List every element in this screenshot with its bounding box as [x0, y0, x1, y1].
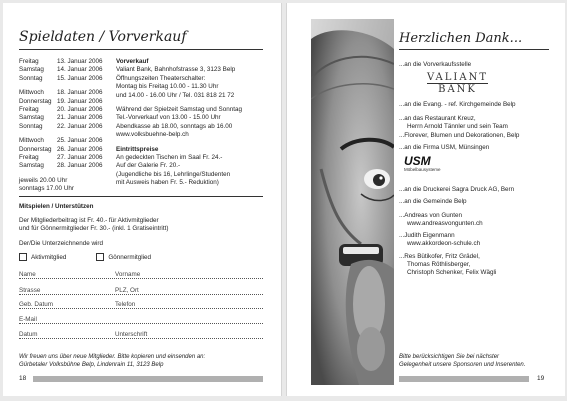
- thanks-line: ...an das Restaurant Kreuz,: [399, 115, 476, 122]
- vorverkauf-line: Öffnungszeiten Theaterschalter:: [116, 74, 206, 82]
- page-title-spieldaten: Spieldaten / Vorverkauf: [19, 29, 187, 45]
- page-title-dank: Herzlichen Dank...: [399, 31, 523, 46]
- eintritt-line: mit Ausweis haben Fr. 5.- Reduktion): [116, 179, 219, 187]
- thanks-line: ...an die Gemeinde Belp: [399, 198, 467, 205]
- thanks-line: Christoph Schenker, Felix Wägli: [407, 269, 497, 276]
- schedule-day: Samstag: [19, 66, 44, 74]
- right-page: [286, 3, 565, 396]
- form-field-label: E-Mail: [19, 316, 37, 323]
- left-page: [3, 3, 282, 396]
- page-number-left: 18: [19, 375, 27, 382]
- schedule-date: 19. Januar 2006: [57, 97, 103, 105]
- thanks-line: ...an die Vorverkaufsstelle: [399, 61, 472, 68]
- thanks-line: ...Res Bütikofer, Fritz Grädel,: [399, 253, 480, 260]
- form-field-line[interactable]: [19, 278, 263, 279]
- form-field-label: Datum: [19, 331, 38, 338]
- eintritt-heading: Eintrittspreise: [116, 145, 159, 153]
- form-field-row[interactable]: [19, 316, 263, 325]
- vorverkauf-line: Montag bis Freitag 10.00 - 11.30 Uhr: [116, 83, 219, 91]
- website-link[interactable]: www.volksbuehne-belp.ch: [116, 131, 189, 139]
- schedule-day: Samstag: [19, 162, 44, 170]
- schedule-date: 13. Januar 2006: [57, 58, 103, 65]
- thanks-line: ...an die Druckerei Sagra Druck AG, Bern: [399, 186, 515, 193]
- title-rule: [399, 49, 549, 50]
- ticket-info: [116, 58, 266, 188]
- goennermitglied-label: Gönnermitglied: [108, 253, 152, 261]
- schedule-row: [19, 154, 117, 162]
- thanks-line: ...Andreas von Gunten: [399, 212, 463, 219]
- schedule-date: 25. Januar 2006: [57, 137, 103, 145]
- schedule-row: [19, 123, 117, 131]
- schedule-row: [19, 106, 117, 114]
- aktivmitglied-checkbox[interactable]: [19, 253, 27, 261]
- usm-logo: USM: [404, 154, 431, 168]
- form-field-label: Vorname: [115, 271, 141, 278]
- spielzeit-line: Abendkasse ab 18.00, sonntags ab 16.00: [116, 122, 233, 130]
- schedule-date: 27. Januar 2006: [57, 154, 103, 162]
- schedule-row: [19, 98, 117, 106]
- photo-illustration: [311, 19, 394, 385]
- schedule-row: [19, 137, 117, 145]
- thanks-line: ...an die Firma USM, Münsingen: [399, 144, 490, 151]
- goennermitglied-checkbox[interactable]: [96, 253, 104, 261]
- schedule-day: Sonntag: [19, 74, 43, 82]
- actor-photo: [311, 19, 394, 385]
- thanks-line: ...Judith Eigenmann: [399, 232, 455, 239]
- vorverkauf-heading: Vorverkauf: [116, 58, 149, 65]
- schedule-day: Sonntag: [19, 122, 43, 130]
- form-field-label: Strasse: [19, 287, 41, 294]
- form-field-line[interactable]: [19, 323, 263, 324]
- spielzeit-line: Während der Spielzeit Samstag und Sonntag: [116, 106, 243, 114]
- form-field-row[interactable]: [19, 287, 263, 296]
- schedule-day: Donnerstag: [19, 97, 52, 105]
- schedule-day: Mittwoch: [19, 137, 44, 145]
- form-field-label: Unterschrift: [115, 331, 148, 338]
- page-number-right: 19: [537, 375, 545, 382]
- undersigned-label: Der/Die Unterzeichnende wird: [19, 240, 103, 247]
- schedule-date: 22. Januar 2006: [57, 122, 103, 130]
- schedule-date: 21. Januar 2006: [57, 114, 103, 122]
- valiant-bank-logo: VALIANT BANK: [427, 72, 488, 95]
- schedule-day: Freitag: [19, 106, 39, 114]
- schedule-date: 28. Januar 2006: [57, 162, 103, 170]
- website-link[interactable]: www.akkordeon-schule.ch: [407, 240, 481, 247]
- schedule-date: 14. Januar 2006: [57, 66, 103, 74]
- thanks-line: ...Florever, Blumen und Dekorationen, Belp: [399, 132, 520, 139]
- show-time: sonntags 17.00 Uhr: [19, 185, 74, 193]
- form-field-line[interactable]: [19, 294, 263, 295]
- form-field-label: PLZ, Ort: [115, 287, 139, 294]
- spielzeit-line: Tel.-Vorverkauf von 13.00 - 15.00 Uhr: [116, 114, 221, 122]
- membership-text: Der Mitgliederbeitrag ist Fr. 40.- für Aktivmitglieder und für Gönnermitglieder Fr. 30.- (inkl. 1 Gratiseintritt): [19, 217, 169, 233]
- mitspielen-heading: Mitspielen / Unterstützen: [19, 203, 94, 210]
- form-field-label: Name: [19, 271, 36, 278]
- vorverkauf-line: Valiant Bank, Bahnhofstrasse 3, 3123 Belp: [116, 66, 236, 74]
- schedule-day: Freitag: [19, 58, 39, 65]
- title-rule: [19, 49, 263, 50]
- schedule-row: [19, 146, 117, 154]
- schedule-day: Samstag: [19, 114, 44, 122]
- eintritt-line: (Jugendliche bis 16, Lehrlinge/Studenten: [116, 170, 231, 178]
- website-link[interactable]: www.andreasvongunten.ch: [407, 220, 483, 227]
- schedule-date: 18. Januar 2006: [57, 89, 103, 97]
- schedule-date: 26. Januar 2006: [57, 145, 103, 153]
- form-field-line[interactable]: [19, 338, 263, 339]
- schedule-date: 20. Januar 2006: [57, 106, 103, 114]
- vorverkauf-line: und 14.00 - 16.00 Uhr / Tel. 031 818 21 72: [116, 91, 235, 99]
- form-field-row[interactable]: [19, 301, 263, 310]
- schedule-row: [19, 89, 117, 97]
- form-field-row[interactable]: [19, 331, 263, 340]
- schedule-day: Mittwoch: [19, 89, 44, 97]
- form-field-label: Telefon: [115, 301, 136, 308]
- footer-bar-left: [33, 376, 263, 382]
- schedule-row: [19, 66, 117, 74]
- aktivmitglied-label: Aktivmitglied: [31, 253, 67, 261]
- schedule-row: [19, 114, 117, 122]
- form-field-line[interactable]: [19, 308, 263, 309]
- sponsor-note: Bitte berücksichtigen Sie bei nächster Gelegenheit unsere Sponsoren und Inserenten.: [399, 354, 526, 368]
- usm-logo-subtitle: Möbelbausysteme: [404, 167, 441, 172]
- membership-options: [19, 253, 181, 261]
- schedule-date: 15. Januar 2006: [57, 74, 103, 82]
- show-time: jeweils 20.00 Uhr: [19, 176, 68, 184]
- form-field-row[interactable]: [19, 271, 263, 280]
- eintritt-line: Auf der Galerie Fr. 20.-: [116, 162, 181, 170]
- schedule-day: Donnerstag: [19, 145, 52, 153]
- eintritt-line: An gedeckten Tischen im Saal Fr. 24.-: [116, 154, 223, 162]
- closing-note: Wir freuen uns über neue Mitglieder. Bitte kopieren und einsenden an: Gürbetaler Volksbühne Belp, Lindenrain 11, 3123 Belp: [19, 354, 206, 368]
- thanks-line: Thomas Röthlisberger,: [407, 261, 471, 268]
- schedule-list: [19, 58, 117, 194]
- schedule-row: [19, 162, 117, 170]
- footer-bar-right: [399, 376, 529, 382]
- schedule-row: [19, 75, 117, 83]
- thanks-line: ...an die Evang. - ref. Kirchgemeinde Belp: [399, 101, 516, 108]
- schedule-row: [19, 58, 117, 66]
- form-field-label: Geb. Datum: [19, 301, 53, 308]
- schedule-day: Freitag: [19, 154, 39, 162]
- section-rule: [19, 196, 263, 197]
- thanks-line: Herrn Arnold Tännler und sein Team: [407, 123, 508, 130]
